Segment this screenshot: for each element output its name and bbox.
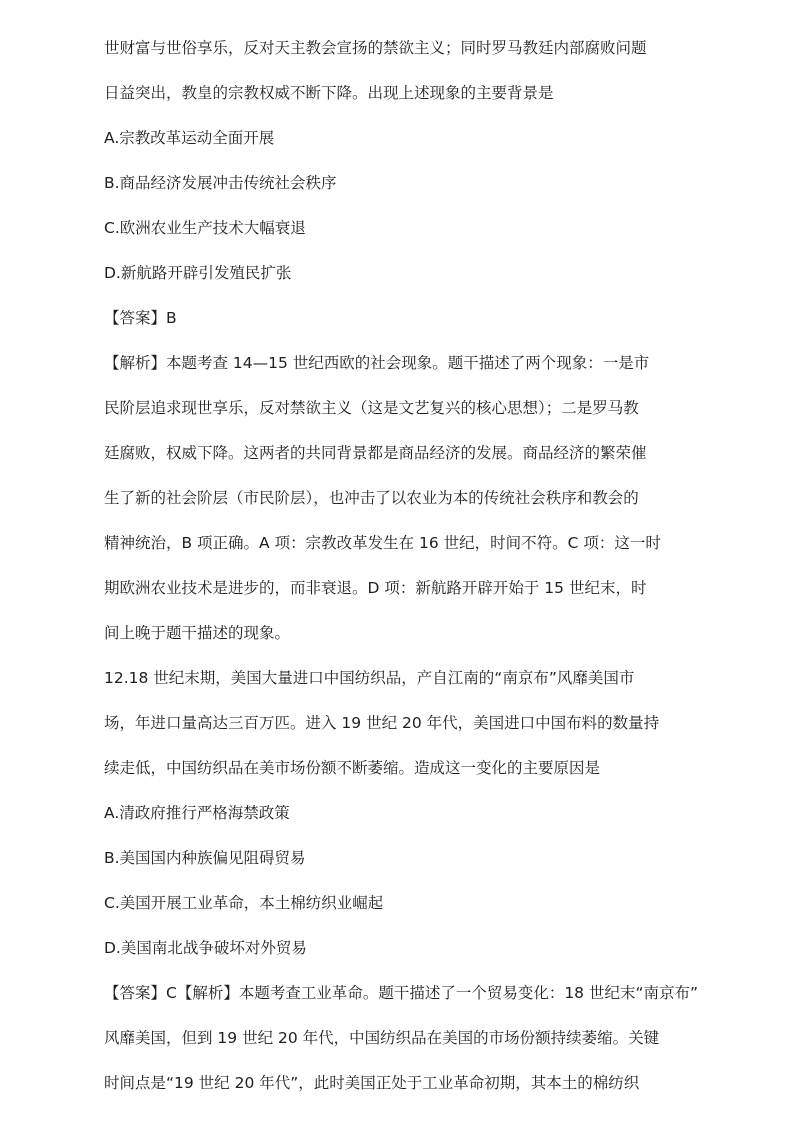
option-a: A.宗教改革运动全面开展 [104,129,275,147]
option-b: B.美国国内种族偏见阻碍贸易 [104,849,306,867]
analysis-line: 期欧洲农业技术是进步的，而非衰退。D 项：新航路开辟开始于 15 世纪末，时 [104,579,647,597]
analysis-line: 【解析】本题考查 14—15 世纪西欧的社会现象。题干描述了两个现象：一是市 [104,354,650,372]
option-d: D.新航路开辟引发殖民扩张 [104,264,292,282]
answer-analysis-line: 【答案】C【解析】本题考查工业革命。题干描述了一个贸易变化：18 世纪末“南京布” [104,984,699,1002]
answer-line: 【答案】B [104,309,177,327]
option-c: C.欧洲农业生产技术大幅衰退 [104,219,306,237]
option-d: D.美国南北战争破坏对外贸易 [104,939,307,957]
answer-analysis-line: 风靡美国，但到 19 世纪 20 年代，中国纺织品在美国的市场份额持续萎缩。关键 [104,1029,660,1047]
question-stem-line: 日益突出，教皇的宗教权威不断下降。出现上述现象的主要背景是 [104,84,554,102]
continued-question [104,26,800,656]
question-stem-line: 12.18 世纪末期，美国大量进口中国纺织品，产自江南的“南京布”风靡美国市 [104,669,635,687]
question-stem-line: 续走低，中国纺织品在美市场份额不断萎缩。造成这一变化的主要原因是 [104,759,601,777]
analysis-line: 生了新的社会阶层（市民阶层），也冲击了以农业为本的传统社会秩序和教会的 [104,489,639,507]
analysis-line: 民阶层追求现世享乐，反对禁欲主义（这是文艺复兴的核心思想）；二是罗马教 [104,399,639,417]
option-a: A.清政府推行严格海禁政策 [104,804,290,822]
question-stem-line: 世财富与世俗享乐，反对天主教会宣扬的禁欲主义；同时罗马教廷内部腐败问题 [104,39,647,57]
question-12 [104,656,800,1106]
answer-analysis-line: 时间点是“19 世纪 20 年代”，此时美国正处于工业革命初期，其本土的棉纺织 [104,1074,640,1092]
question-stem-line: 场，年进口量高达三百万匹。进入 19 世纪 20 年代，美国进口中国布料的数量持 [104,714,660,732]
analysis-line: 间上晚于题干描述的现象。 [104,624,291,642]
option-c: C.美国开展工业革命，本土棉纺织业崛起 [104,894,384,912]
analysis-line: 精神统治，B 项正确。A 项：宗教改革发生在 16 世纪，时间不符。C 项：这一时 [104,534,661,552]
analysis-line: 廷腐败，权威下降。这两者的共同背景都是商品经济的发展。商品经济的繁荣催 [104,444,647,462]
option-b: B.商品经济发展冲击传统社会秩序 [104,174,337,192]
